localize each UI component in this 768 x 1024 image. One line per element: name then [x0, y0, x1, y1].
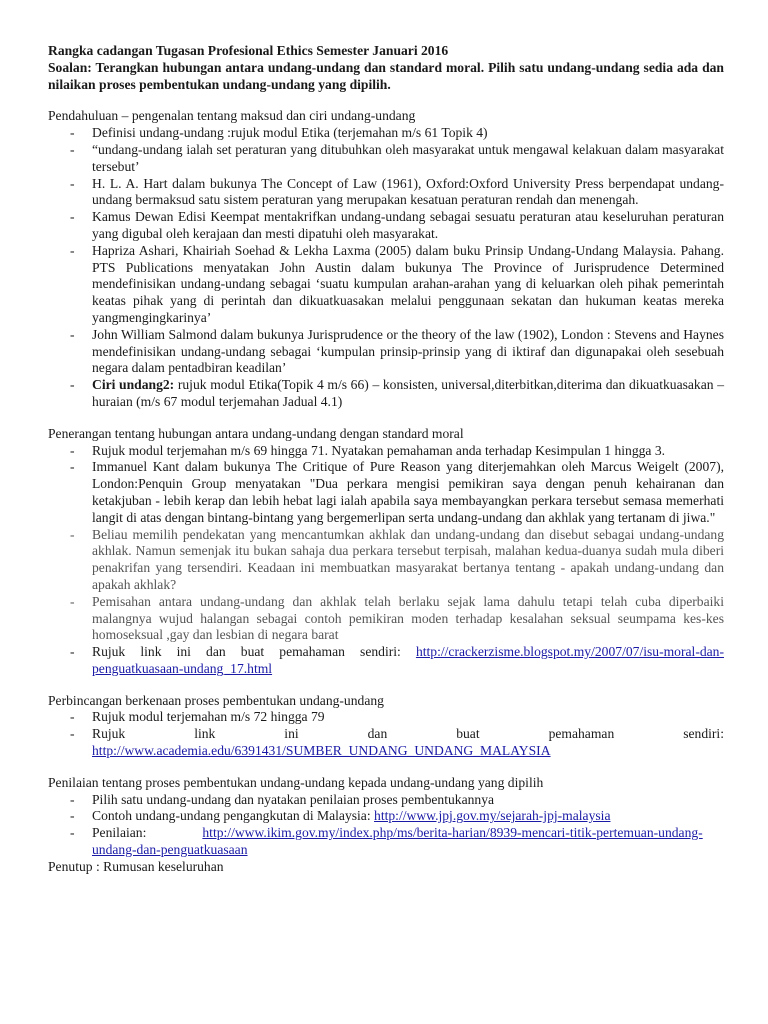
section-heading: Penerangan tentang hubungan antara undang-undang dengan standard moral — [48, 425, 464, 441]
jpj-link[interactable]: http://www.jpj.gov.my/sejarah-jpj-malaysia — [374, 808, 611, 824]
list-item: - Pilih satu undang-undang dan nyatakan penilaian proses pembentukannya — [48, 792, 724, 809]
bullet-list — [48, 709, 724, 759]
justified-line — [92, 726, 724, 743]
list-item — [48, 644, 724, 678]
bullet-list — [48, 125, 724, 411]
list-item: - Hapriza Ashari, Khairiah Soehad & Lekha Laxma (2005) dalam buku Prinsip Undang-Undang Malaysia. Pahang. PTS Publications menyatakan John Austin dalam bukunya The Province of Jurisprudence Determined mendefinisikan undang-undang sebagai ‘suatu kumpulan arahan-arahan yang di keluarkan oleh pihak pemerintah keatas pihak yang di perintah dan dikuatkuasakan melalui penggunaan sekatan dan hukuman keatas mereka yangmengingkarinya’ — [48, 243, 724, 327]
list-item-text: Penilaian: — [92, 825, 147, 841]
crackerzisme-link[interactable]: http://crackerzisme.blogspot.my/2007/07/isu-moral-dan-penguatkuasaan-undang_17.html — [92, 644, 724, 676]
section-introduction — [48, 108, 724, 410]
closing-text: Penutup : Rumusan keseluruhan — [48, 858, 224, 874]
list-item: - Rujuk modul terjemahan m/s 69 hingga 71. Nyatakan pemahaman anda terhadap Kesimpulan 1 hingga 3. — [48, 443, 724, 460]
list-item: - Kamus Dewan Edisi Keempat mentakrifkan undang-undang sebagai sesuatu peraturan atau keseluruhan peraturan yang digubal oleh kerajaan dan mesti dipatuhi oleh masyarakat. — [48, 209, 724, 243]
section-heading: Pendahuluan – pengenalan tentang maksud dan ciri undang-undang — [48, 108, 416, 124]
section-discussion — [48, 693, 724, 760]
list-item — [48, 808, 724, 825]
list-item-bold-label: Ciri undang2: — [92, 377, 175, 393]
word: link — [194, 726, 216, 742]
list-item: - Beliau memilih pendekatan yang mencantumkan akhlak dan undang-undang dan disebut sebagai undang-undang akhlak. Namun semenjak itu bukan sahaja dua perkara tersebut terpisah, malahan kedua-duanya sudah mula diberi penakrifan yang tersendiri. Keadaan ini membuatkan masyarakat bertanya tentang - apakah undang-undang dan apakah akhlak? — [48, 527, 724, 594]
list-item — [48, 377, 724, 411]
question-text: Soalan: Terangkan hubungan antara undang-undang dan standard moral. Pilih satu undang-undang sedia ada dan nilaikan proses pembentukan undang-undang yang dipilih. — [48, 59, 724, 92]
list-item: - Immanuel Kant dalam bukunya The Critique of Pure Reason yang diterjemahkan oleh Marcus Weigelt (2007), London:Penquin Group menyatakan "Dua perkara mengisi pemikiran saya dengan penuh kehairanan dan ketakjuban - lebih kerap dan lebih hebat lagi ialah apabila saya membayangkan perkara tersebut semasa memerhati langit di atas dengan bintang-bintang yang bergemerlipan serta undang-undang dan akhlak yang tertanam di jiwa." — [48, 459, 724, 526]
academia-link[interactable]: http://www.academia.edu/6391431/SUMBER_UNDANG_UNDANG_MALAYSIA — [92, 743, 551, 759]
document-title: Rangka cadangan Tugasan Profesional Ethics Semester Januari 2016 — [48, 43, 449, 58]
list-item: - John William Salmond dalam bukunya Jurisprudence or the theory of the law (1902), London : Stevens and Haynes mendefinisikan undang-undang sebagai ‘kumpulan prinsip-prinsip yang di iktiraf dan digunapakai oleh sesebuah negara dalam pentadbiran keadilan’ — [48, 327, 724, 377]
word: dan — [367, 726, 388, 742]
bullet-list — [48, 792, 724, 859]
list-item-text: Contoh undang-undang pengangkutan di Malaysia: — [92, 808, 375, 824]
bullet-list — [48, 443, 724, 678]
list-item-text: rujuk modul Etika(Topik 4 m/s 66) – konsisten, universal,diterbitkan,diterima dan dikuatkuasakan – huraian (m/s 67 modul terjemahan Jadual 4.1) — [92, 377, 724, 409]
list-item-text: Rujuk link ini dan buat pemahaman sendiri: — [92, 644, 416, 660]
ikim-link[interactable]: http://www.ikim.gov.my/index.php/ms/berita-harian/8939-mencari-titik-pertemuan-undang-undang-dan-penguatkuasaan — [92, 825, 703, 858]
list-item: - Definisi undang-undang :rujuk modul Etika (terjemahan m/s 61 Topik 4) — [48, 125, 724, 142]
word: sendiri: — [683, 726, 724, 742]
section-evaluation — [48, 775, 724, 859]
word: ini — [284, 726, 299, 742]
word: buat — [456, 726, 480, 742]
list-item: - Pemisahan antara undang-undang dan akhlak telah berlaku sejak lama dahulu tetapi telah cuba diperbaiki malangnya wujud halangan sebagai contoh pemikiran moden terhadap kesalahan seksual seumpama kes-kes homoseksual ,gay dan lesbian di negara barat — [48, 594, 724, 644]
word: - Rujuk — [92, 726, 126, 742]
list-item: - H. L. A. Hart dalam bukunya The Concept of Law (1961), Oxford:Oxford University Press berpendapat undang-undang bermaksud satu sistem peraturan yang merupakan kesatuan peraturan rendah dan menengah. — [48, 176, 724, 210]
list-item — [48, 726, 724, 760]
list-item: - Rujuk modul terjemahan m/s 72 hingga 79 — [48, 709, 724, 726]
section-heading: Penilaian tentang proses pembentukan undang-undang kepada undang-undang yang dipilih — [48, 774, 544, 790]
list-item: - “undang-undang ialah set peraturan yang ditubuhkan oleh masyarakat untuk mengawal kelakuan dalam masyarakat tersebut’ — [48, 142, 724, 176]
section-heading: Perbincangan berkenaan proses pembentukan undang-undang — [48, 692, 384, 708]
list-item — [48, 825, 724, 859]
document-page — [48, 43, 724, 876]
word: pemahaman — [548, 726, 615, 742]
section-explanation — [48, 426, 724, 678]
